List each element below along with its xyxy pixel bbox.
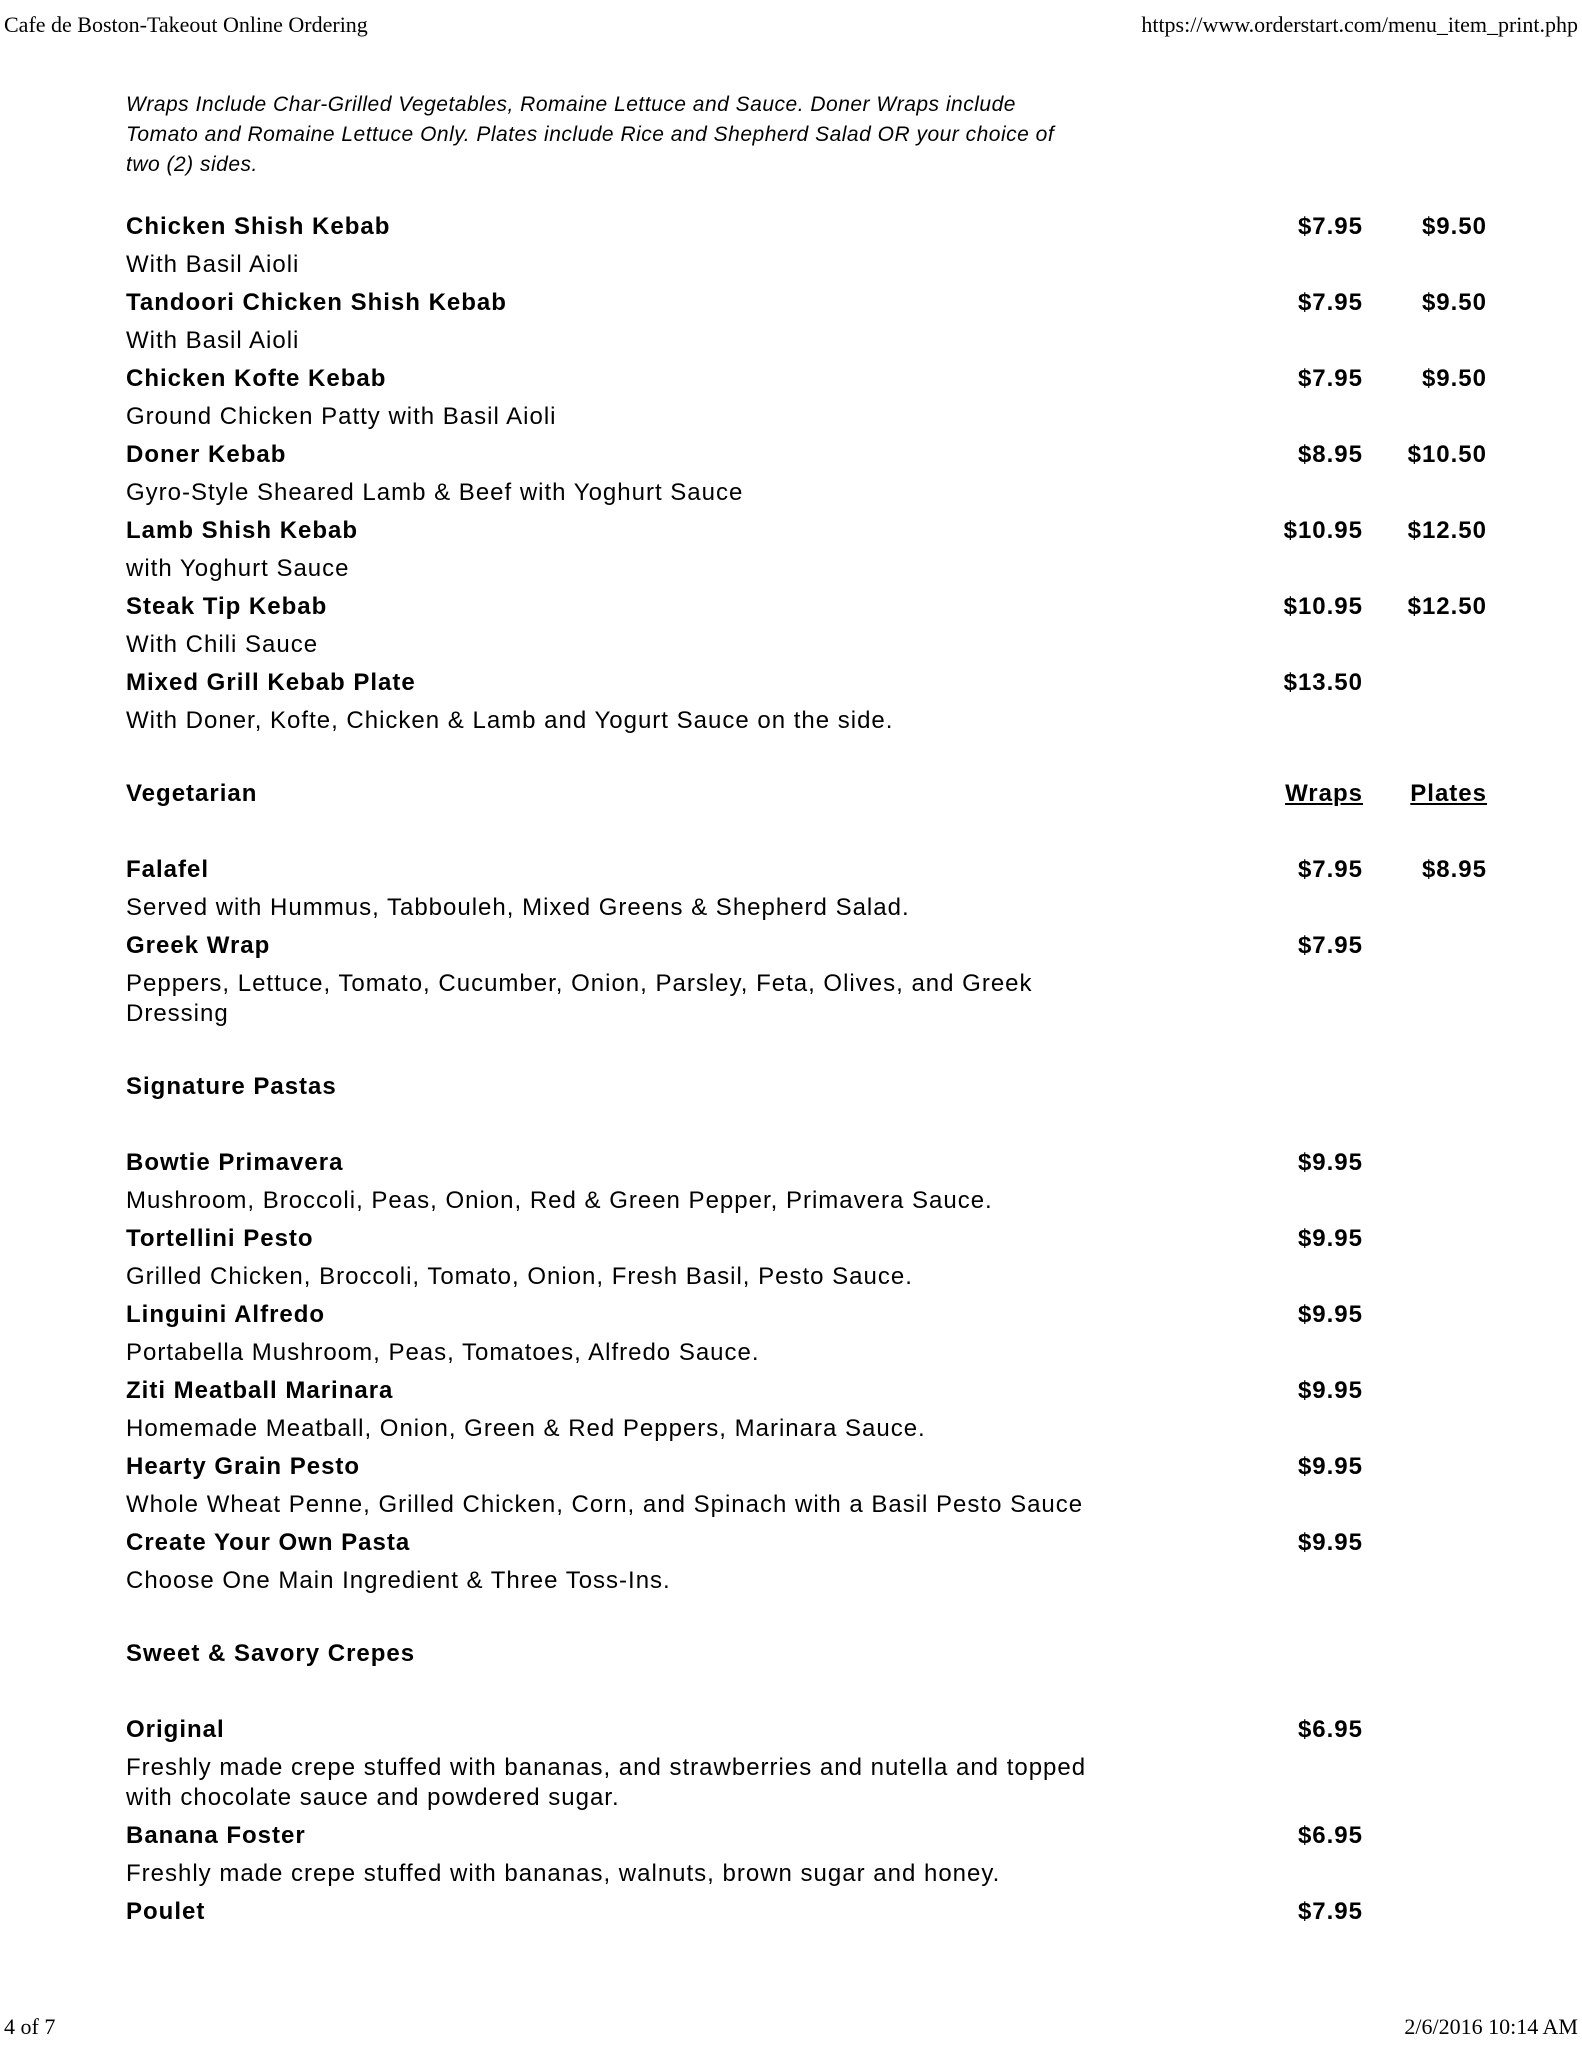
menu-item-description: Grilled Chicken, Broccoli, Tomato, Onion, Fresh Basil, Pesto Sauce. <box>126 1263 913 1290</box>
intro-line: Tomato and Romaine Lettuce Only. Plates include Rice and Shepherd Salad OR your choice of <box>126 123 1055 146</box>
menu-item-row <box>126 212 1487 242</box>
menu-item-name: Doner Kebab <box>126 441 287 468</box>
wrap-price: $10.95 <box>1283 593 1363 620</box>
section-kebabs <box>126 212 1487 736</box>
menu-item-description: Choose One Main Ingredient & Three Toss-Ins. <box>126 1567 671 1594</box>
menu-item-row <box>126 288 1487 318</box>
wrap-price: $9.95 <box>1297 1225 1363 1252</box>
wrap-price: $7.95 <box>1297 856 1363 883</box>
menu-item-name: Poulet <box>126 1898 206 1925</box>
menu-item-name: Tortellini Pesto <box>126 1225 314 1252</box>
wrap-price: $9.95 <box>1297 1301 1363 1328</box>
menu-item-row <box>126 1528 1487 1558</box>
menu-item-name: Chicken Kofte Kebab <box>126 365 387 392</box>
section-header-row <box>126 1639 1487 1669</box>
menu-content <box>126 90 1487 1935</box>
menu-item-row <box>126 516 1487 546</box>
menu-item-name: Ziti Meatball Marinara <box>126 1377 394 1404</box>
menu-item-name: Banana Foster <box>126 1822 306 1849</box>
wrap-price: $6.95 <box>1297 1716 1363 1743</box>
menu-item-name: Steak Tip Kebab <box>126 593 328 620</box>
menu-item-description: With Doner, Kofte, Chicken & Lamb and Yogurt Sauce on the side. <box>126 707 894 734</box>
menu-item-row <box>126 855 1487 885</box>
wrap-price: $6.95 <box>1297 1822 1363 1849</box>
menu-item-row <box>126 1376 1487 1406</box>
section-sweet-savory-crepes <box>126 1639 1487 1927</box>
menu-item-description: Gyro-Style Sheared Lamb & Beef with Yoghurt Sauce <box>126 479 744 506</box>
wrap-price: $9.95 <box>1297 1453 1363 1480</box>
menu-item-description: Whole Wheat Penne, Grilled Chicken, Corn, and Spinach with a Basil Pesto Sauce <box>126 1491 1084 1518</box>
menu-item-row <box>126 1224 1487 1254</box>
plate-price: $10.50 <box>1407 441 1487 468</box>
wrap-price: $7.95 <box>1297 1898 1363 1925</box>
print-header-title: Cafe de Boston-Takeout Online Ordering <box>4 12 368 37</box>
menu-item-description: with Yoghurt Sauce <box>126 555 350 582</box>
menu-item-name: Falafel <box>126 856 210 883</box>
wrap-price: $9.95 <box>1297 1149 1363 1176</box>
plate-price: $8.95 <box>1421 856 1487 883</box>
menu-item-row <box>126 1821 1487 1851</box>
menu-item-row <box>126 440 1487 470</box>
wrap-price: $10.95 <box>1283 517 1363 544</box>
print-footer-page-number: 4 of 7 <box>4 2014 56 2039</box>
menu-item-description: Served with Hummus, Tabbouleh, Mixed Greens & Shepherd Salad. <box>126 894 910 921</box>
section-signature-pastas <box>126 1072 1487 1596</box>
print-header-url: https://www.orderstart.com/menu_item_print.php <box>1141 12 1578 37</box>
menu-item-row <box>126 668 1487 698</box>
intro-line: Wraps Include Char-Grilled Vegetables, Romaine Lettuce and Sauce. Doner Wraps include <box>126 93 1016 116</box>
menu-item-row <box>126 1300 1487 1330</box>
menu-item-description: Mushroom, Broccoli, Peas, Onion, Red & Green Pepper, Primavera Sauce. <box>126 1187 993 1214</box>
menu-intro-note <box>126 90 1487 180</box>
menu-item-description: Homemade Meatball, Onion, Green & Red Peppers, Marinara Sauce. <box>126 1415 926 1442</box>
section-vegetarian <box>126 779 1487 1029</box>
section-header-row <box>126 1072 1487 1102</box>
menu-item-description: Freshly made crepe stuffed with bananas, and strawberries and nutella and topped with chocolate sauce and powdered sugar. <box>126 1754 1087 1811</box>
menu-item-name: Create Your Own Pasta <box>126 1529 411 1556</box>
menu-item-name: Greek Wrap <box>126 932 271 959</box>
menu-item-row <box>126 1715 1487 1745</box>
menu-item-description: Peppers, Lettuce, Tomato, Cucumber, Onion, Parsley, Feta, Olives, and Greek Dressing <box>126 970 1033 1027</box>
print-header <box>4 12 1578 38</box>
wrap-price: $9.95 <box>1297 1529 1363 1556</box>
menu-item-name: Tandoori Chicken Shish Kebab <box>126 289 507 316</box>
wrap-price: $13.50 <box>1283 669 1363 696</box>
section-title-sweet-savory-crepes: Sweet & Savory Crepes <box>126 1640 416 1667</box>
print-footer <box>4 2014 1578 2040</box>
menu-item-row <box>126 1452 1487 1482</box>
print-footer-timestamp: 2/6/2016 10:14 AM <box>1404 2014 1578 2039</box>
menu-item-name: Original <box>126 1716 225 1743</box>
section-title-vegetarian: Vegetarian <box>126 780 258 807</box>
menu-item-description: Freshly made crepe stuffed with bananas, walnuts, brown sugar and honey. <box>126 1860 1001 1887</box>
menu-item-row <box>126 1897 1487 1927</box>
intro-line: two (2) sides. <box>126 153 258 176</box>
wrap-price: $8.95 <box>1297 441 1363 468</box>
menu-item-description: With Basil Aioli <box>126 251 300 278</box>
menu-item-name: Bowtie Primavera <box>126 1149 344 1176</box>
plate-price: $9.50 <box>1421 365 1487 392</box>
menu-item-name: Mixed Grill Kebab Plate <box>126 669 416 696</box>
menu-item-name: Lamb Shish Kebab <box>126 517 359 544</box>
section-header-row <box>126 779 1487 809</box>
menu-item-description: Ground Chicken Patty with Basil Aioli <box>126 403 557 430</box>
column-header-wraps: Wraps <box>1285 780 1363 807</box>
section-title-signature-pastas: Signature Pastas <box>126 1073 337 1100</box>
column-header-plates: Plates <box>1410 780 1487 807</box>
plate-price: $9.50 <box>1421 289 1487 316</box>
menu-item-name: Chicken Shish Kebab <box>126 213 391 240</box>
wrap-price: $7.95 <box>1297 365 1363 392</box>
menu-item-description: With Chili Sauce <box>126 631 319 658</box>
menu-item-row <box>126 1148 1487 1178</box>
wrap-price: $9.95 <box>1297 1377 1363 1404</box>
menu-item-name: Linguini Alfredo <box>126 1301 326 1328</box>
menu-item-row <box>126 931 1487 961</box>
menu-item-description: With Basil Aioli <box>126 327 300 354</box>
wrap-price: $7.95 <box>1297 932 1363 959</box>
wrap-price: $7.95 <box>1297 213 1363 240</box>
menu-item-row <box>126 592 1487 622</box>
menu-item-name: Hearty Grain Pesto <box>126 1453 361 1480</box>
menu-item-description: Portabella Mushroom, Peas, Tomatoes, Alfredo Sauce. <box>126 1339 760 1366</box>
plate-price: $9.50 <box>1421 213 1487 240</box>
wrap-price: $7.95 <box>1297 289 1363 316</box>
menu-item-row <box>126 364 1487 394</box>
plate-price: $12.50 <box>1407 593 1487 620</box>
plate-price: $12.50 <box>1407 517 1487 544</box>
